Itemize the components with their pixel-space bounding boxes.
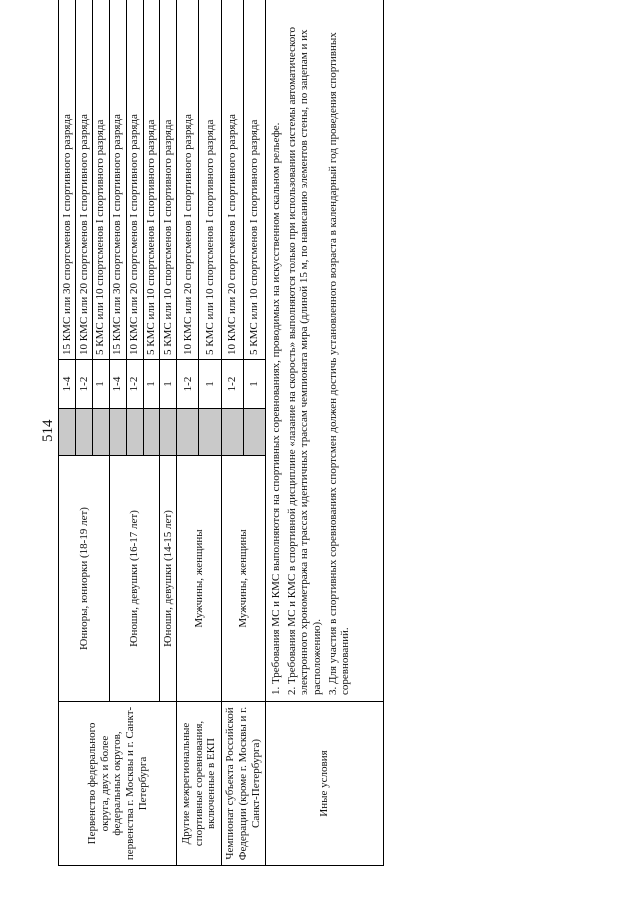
place-cell: 1-4	[59, 360, 76, 409]
other-conditions-label: Иные условия	[266, 702, 384, 866]
shaded-cell	[143, 409, 160, 456]
requirement-cell: 10 КМС или 20 спортсменов I спортивного разряда	[126, 0, 143, 360]
rotated-table-wrapper	[58, 27, 384, 866]
place-cell: 1-2	[177, 360, 199, 409]
group-cell: Юноши, девушки (16-17 лет)	[109, 456, 160, 702]
group-cell: Мужчины, женщины	[177, 456, 221, 702]
competition-cell: Другие межрегиональные спортивные соревнования, включенные в ЕКП	[177, 702, 221, 866]
note-paragraph: 3. Для участия в спортивных соревнованиях спортсмен должен достичь установленного возраста в календарный год проведения спортивных соревнований.	[326, 32, 352, 695]
table-row	[221, 0, 243, 866]
requirements-table	[58, 0, 384, 866]
shaded-cell	[75, 409, 92, 456]
group-cell: Юноши, девушки (14-15 лет)	[160, 456, 177, 702]
requirement-cell: 5 КМС или 10 спортсменов I спортивного разряда	[243, 0, 265, 360]
page-number: 514	[40, 419, 56, 442]
competition-cell: Первенство федерального округа, двух и более федеральных округов, первенства г. Москвы и г. Санкт-Петербурга	[59, 702, 177, 866]
table-row	[59, 0, 76, 866]
note-paragraph: 1. Требования МС и КМС выполняются на спортивных соревнованиях, проводимых на искусственном скальном рельефе.	[270, 122, 282, 695]
group-cell: Юниоры, юниорки (18-19 лет)	[59, 456, 110, 702]
requirement-cell: 10 КМС или 20 спортсменов I спортивного разряда	[221, 0, 243, 360]
shaded-cell	[92, 409, 109, 456]
place-cell: 1	[160, 360, 177, 409]
requirement-cell: 10 КМС или 20 спортсменов I спортивного разряда	[177, 0, 199, 360]
requirement-cell: 5 КМС или 10 спортсменов I спортивного разряда	[143, 0, 160, 360]
shaded-cell	[243, 409, 265, 456]
place-cell: 1-2	[126, 360, 143, 409]
place-cell: 1	[92, 360, 109, 409]
requirement-cell: 10 КМС или 20 спортсменов I спортивного разряда	[75, 0, 92, 360]
shaded-cell	[199, 409, 221, 456]
place-cell: 1-2	[75, 360, 92, 409]
place-cell: 1	[243, 360, 265, 409]
group-cell: Мужчины, женщины	[221, 456, 265, 702]
table-row	[177, 0, 199, 866]
shaded-cell	[221, 409, 243, 456]
requirement-cell: 15 КМС или 30 спортсменов I спортивного разряда	[109, 0, 126, 360]
place-cell: 1-2	[221, 360, 243, 409]
requirement-cell: 15 КМС или 30 спортсменов I спортивного разряда	[59, 0, 76, 360]
place-cell: 1-4	[109, 360, 126, 409]
place-cell: 1	[143, 360, 160, 409]
shaded-cell	[126, 409, 143, 456]
requirement-cell: 5 КМС или 10 спортсменов I спортивного разряда	[92, 0, 109, 360]
shaded-cell	[177, 409, 199, 456]
note-paragraph: 2. Требования МС и КМС в спортивной дисциплине «лазание на скорость» выполняются только при использовании системы автоматического электронного хронометража на трассах идентичных трассам чемпионата мира (длиной 15 м, по нависанию элементов стены, по зацепам и их расположению).	[285, 27, 323, 695]
shaded-cell	[59, 409, 76, 456]
shaded-cell	[109, 409, 126, 456]
requirement-cell: 5 КМС или 10 спортсменов I спортивного разряда	[199, 0, 221, 360]
other-conditions-row	[266, 0, 384, 866]
requirement-cell: 5 КМС или 10 спортсменов I спортивного разряда	[160, 0, 177, 360]
shaded-cell	[160, 409, 177, 456]
competition-cell: Чемпионат субъекта Российской Федерации (кроме г. Москвы и г. Санкт-Петербурга)	[221, 702, 265, 866]
other-conditions-notes	[266, 0, 384, 702]
place-cell: 1	[199, 360, 221, 409]
